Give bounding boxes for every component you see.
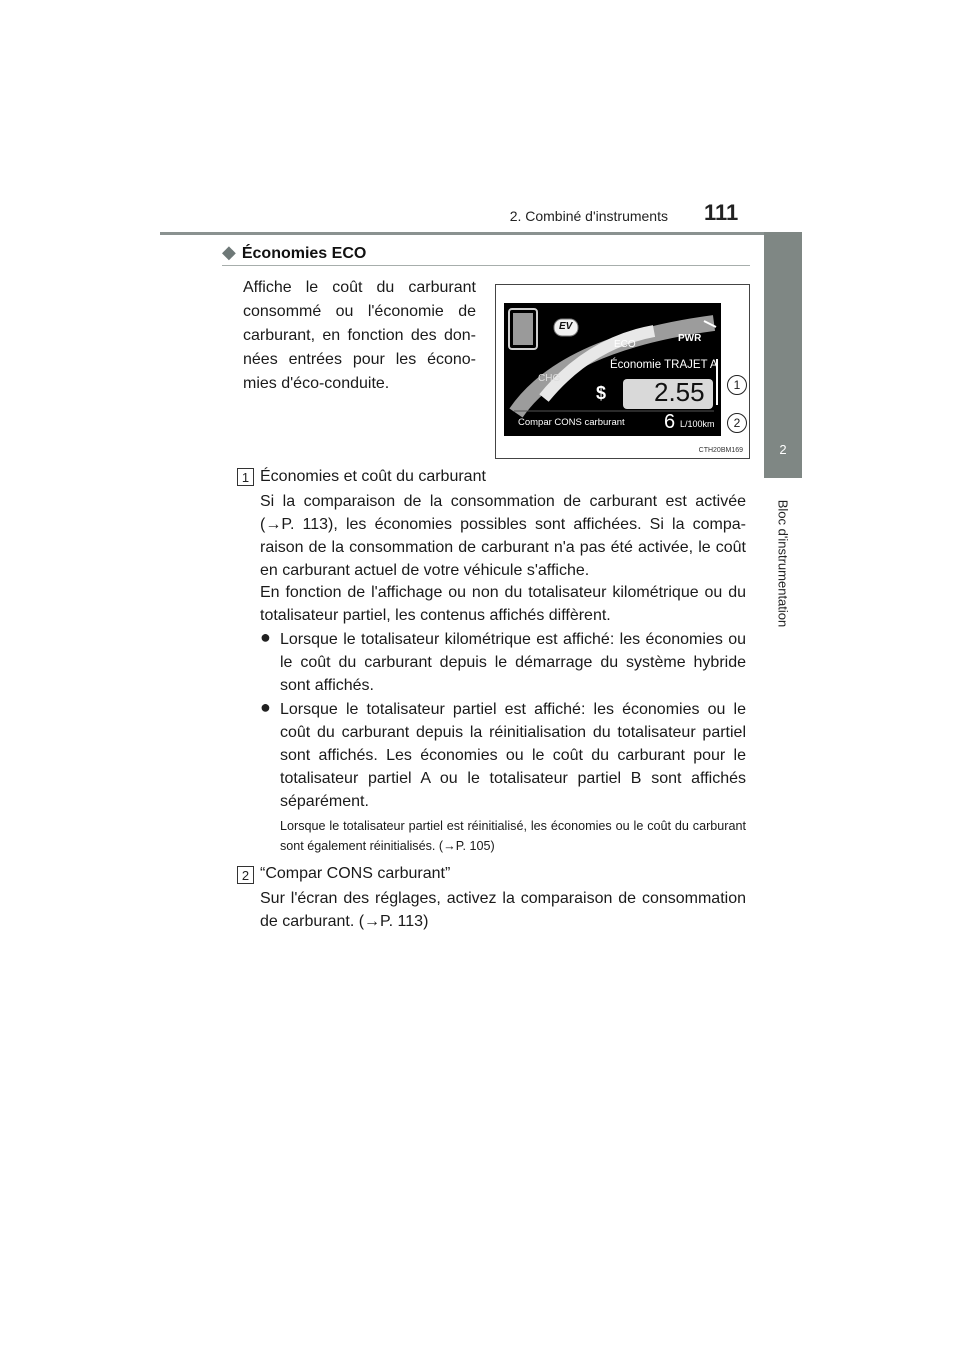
item-1-paragraph-1: Si la comparaison de la consommation de carburant est activée (→P. 113), les économies possibles sont affichées. Si la comparaison de la consommation de carburant n'a pas été activée, le coût en carburant actuel de votre véhicule s'affiche. — [260, 493, 746, 579]
figure-callout-1: 1 — [727, 375, 747, 395]
bullet-dot-icon: ● — [260, 697, 271, 717]
side-tab-bar — [764, 232, 802, 422]
instrument-screen — [504, 303, 721, 436]
pwr-label: PWR — [678, 333, 702, 344]
economy-value: 2.55 — [654, 377, 705, 407]
figure-caption: CTH20BM169 — [698, 447, 743, 454]
chg-label: CHG — [538, 373, 561, 384]
compare-value: 6 — [664, 411, 676, 433]
diamond-bullet-icon: ◆ — [222, 242, 236, 262]
item-number-2: 2 — [237, 866, 254, 884]
section-title — [222, 242, 366, 263]
item-title-1: Économies et coût du carburant — [260, 468, 486, 485]
trip-title: Économie TRAJET A — [610, 359, 718, 371]
compare-label: Compar CONS carburant — [518, 417, 625, 428]
side-tab-label-text: Bloc d'instrumentation — [775, 499, 791, 627]
item-number-1: 1 — [237, 468, 254, 486]
page-number: 111 — [704, 200, 739, 225]
side-tab-label — [764, 478, 802, 648]
item-1-bullet-2: Lorsque le totalisateur partiel est affiché: les économies ou le coût du carburant depuis la réinitialisation du totalisateur partiel sont affichés. Les économies ou le coût du carburant pour le totalisateur partiel A ou le totalisateur partiel B sont affichés séparément. — [280, 701, 746, 810]
ev-label: EV — [559, 321, 573, 332]
side-tab-chapter-number: 2 — [764, 422, 802, 478]
item-1-paragraph-2: En fonction de l'affichage ou non du totalisateur kilométrique ou du totalisateur partiel, les contenus affichés diffèrent. — [260, 584, 746, 624]
bullet-dot-icon: ● — [260, 627, 271, 647]
item-1-bullet-1: Lorsque le totalisateur kilométrique est affiché: les économies ou le coût du carburant depuis le démarrage du système hybride sont affichés. — [280, 631, 746, 694]
section-intro: Affiche le coût du carburant consommé ou l'économie de carburant, en fonction des données entrées pour les économies d'éco-conduite. — [243, 279, 476, 392]
item-title-2: “Compar CONS carburant” — [260, 865, 451, 882]
item-2-paragraph-1: Sur l'écran des réglages, activez la comparaison de consommation de carburant. (→P. 113) — [260, 890, 746, 930]
eco-label: ECO — [614, 339, 636, 350]
item-1-note: Lorsque le totalisateur partiel est réinitialisé, les économies ou le coût du carburant sont également réinitialisés. (→P. 105) — [280, 819, 746, 853]
section-rule — [222, 265, 750, 266]
header-rule — [160, 232, 800, 235]
section-title-text: Économies ECO — [241, 245, 367, 262]
currency-symbol: $ — [596, 383, 607, 403]
chapter-title: 2. Combiné d'instruments — [509, 208, 668, 224]
compare-unit: L/100km — [680, 419, 715, 429]
figure-callout-2: 2 — [727, 413, 747, 433]
display-figure — [495, 284, 750, 459]
